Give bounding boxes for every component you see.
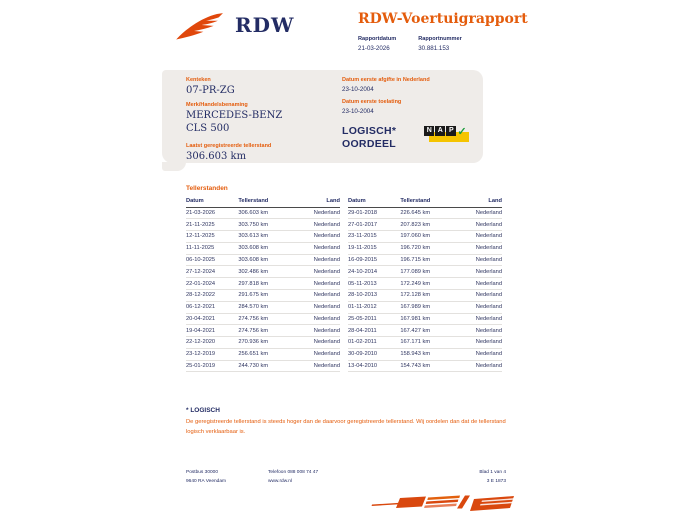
report-number-label: Rapportnummer [418,36,462,42]
datum-cell: 19-11-2015 [348,242,400,254]
table-row [348,348,502,360]
report-date-value: 21-03-2026 [358,45,390,52]
table-row [348,289,502,301]
land-cell: Nederland [294,301,340,313]
datum-cell: 19-04-2021 [186,325,238,337]
land-cell: Nederland [456,278,502,290]
footer-contact [268,470,479,487]
tellerstand-cell: 207.823 km [400,219,455,231]
land-cell: Nederland [294,242,340,254]
datum-cell: 22-01-2024 [186,278,238,290]
datum-cell: 25-01-2019 [186,360,238,372]
table-row [186,207,340,219]
datum-cell: 05-11-2013 [348,278,400,290]
tellerstand-cell: 244.730 km [238,360,293,372]
datum-cell: 22-12-2020 [186,337,238,349]
land-cell: Nederland [456,231,502,243]
footer-address-line1: Postbus 30000 [186,470,219,475]
column-header-tellerstand: Tellerstand [400,196,455,207]
tellerstand-cell: 303.613 km [238,231,293,243]
datum-cell: 28-10-2013 [348,289,400,301]
table-row [348,242,502,254]
footer-phone: Telefoon 088 008 74 47 [268,470,319,475]
tellerstand-cell: 303.608 km [238,254,293,266]
land-cell: Nederland [294,337,340,349]
column-header-land: Land [456,196,502,207]
column-header-land: Land [294,196,340,207]
report-date-block [358,36,396,52]
tellerstand-cell: 167.427 km [400,325,455,337]
summary-right-column [340,70,483,163]
model-value: CLS 500 [186,123,230,134]
tellerstand-cell: 303.608 km [238,242,293,254]
table-row [186,337,340,349]
oordeel-text: LOGISCH* OORDEEL [342,125,397,151]
tellerstand-cell: 284.570 km [238,301,293,313]
land-cell: Nederland [456,289,502,301]
table-row [348,325,502,337]
table-row [186,231,340,243]
tellerstand-cell: 172.249 km [400,278,455,290]
land-cell: Nederland [294,360,340,372]
datum-cell: 06-12-2021 [186,301,238,313]
land-cell: Nederland [294,278,340,290]
footer-page-info [479,470,506,487]
footer-address-line2: 9640 RA Veendam [186,478,227,484]
table-row [186,278,340,290]
report-title: RDW-Voertuigrapport [358,11,528,27]
tellerstand-cell: 196.715 km [400,254,455,266]
datum-cell: 01-11-2012 [348,301,400,313]
table-row [186,325,340,337]
report-date-label: Rapportdatum [358,36,397,42]
table-row [186,301,340,313]
table-row [186,266,340,278]
summary-left-column [162,70,340,163]
tellerstand-cell: 291.675 km [238,289,293,301]
datum-cell: 20-04-2021 [186,313,238,325]
report-number-value: 30.881.153 [418,45,450,52]
datum-cell: 28-04-2011 [348,325,400,337]
report-number-block [418,36,462,52]
footnote-title: * LOGISCH [186,407,220,414]
logisch-footnote [186,407,508,438]
tellerstanden-tables [186,196,502,372]
footer-website-link[interactable]: www.rdw.nl [268,478,292,484]
tellerstand-cell: 154.743 km [400,360,455,372]
land-cell: Nederland [456,348,502,360]
tellerstand-cell: 167.171 km [400,337,455,349]
laatste-tellerstand-value: 306.603 km [186,151,247,162]
land-cell: Nederland [456,219,502,231]
datum-cell: 21-11-2025 [186,219,238,231]
tellerstand-cell: 177.089 km [400,266,455,278]
tellerstanden-table-right [348,196,502,372]
report-meta [358,36,528,52]
tellerstand-cell: 197.060 km [400,231,455,243]
land-cell: Nederland [294,219,340,231]
datum-cell: 06-10-2025 [186,254,238,266]
tellerstand-cell: 297.818 km [238,278,293,290]
column-header-datum: Datum [186,196,238,207]
land-cell: Nederland [294,325,340,337]
datum-cell: 13-04-2010 [348,360,400,372]
tellerstand-cell: 167.981 km [400,313,455,325]
merk-value: MERCEDES-BENZ [186,110,283,121]
column-header-datum: Datum [348,196,400,207]
laatste-tellerstand-label: Laatst geregistreerde tellerstand [186,143,272,149]
rdw-logo-text: RDW [235,13,295,37]
table-row [186,219,340,231]
datum-cell: 23-12-2019 [186,348,238,360]
table-row [348,313,502,325]
land-cell: Nederland [456,254,502,266]
oordeel-block [342,125,483,151]
afgifte-label: Datum eerste afgifte in Nederland [342,77,430,83]
land-cell: Nederland [456,325,502,337]
rdw-swoosh-icon [174,8,226,42]
datum-cell: 01-02-2011 [348,337,400,349]
tellerstanden-title: Tellerstanden [186,185,228,192]
toelating-value: 23-10-2004 [342,108,374,115]
table-header-row [348,196,502,207]
tellerstand-cell: 172.128 km [400,289,455,301]
tellerstand-cell: 274.756 km [238,325,293,337]
nap-letter-n: N [424,126,434,136]
footnote-text: De geregistreerde tellerstand is steeds hoger dan de daarvoor geregistreerde tellerstand. Wij oordelen dan dat de tellerstand logisch verklaarbaar is. [186,419,506,436]
footer-form-code: 3 E 1873 [486,478,506,484]
nap-logo [424,126,470,143]
datum-cell: 29-01-2018 [348,207,400,219]
table-row [186,289,340,301]
land-cell: Nederland [456,242,502,254]
tellerstand-cell: 226.645 km [400,207,455,219]
tellerstand-cell: 270.936 km [238,337,293,349]
land-cell: Nederland [456,337,502,349]
table-row [348,278,502,290]
kenteken-label: Kenteken [186,77,211,83]
land-cell: Nederland [294,207,340,219]
speed-lines-graphic [370,491,522,512]
kenteken-value: 07-PR-ZG [186,85,235,96]
datum-cell: 12-11-2025 [186,231,238,243]
table-row [348,219,502,231]
tellerstand-cell: 303.750 km [238,219,293,231]
datum-cell: 28-12-2022 [186,289,238,301]
table-row [186,360,340,372]
report-header [358,11,528,52]
tellerstanden-table-left [186,196,340,372]
table-row [186,254,340,266]
table-header-row [186,196,340,207]
land-cell: Nederland [456,266,502,278]
datum-cell: 24-10-2014 [348,266,400,278]
datum-cell: 23-11-2015 [348,231,400,243]
merk-label: Merk/Handelsbenaming [186,102,248,108]
table-row [186,313,340,325]
datum-cell: 21-03-2026 [186,207,238,219]
nap-letter-a: A [435,126,445,136]
table-row [348,301,502,313]
table-row [186,348,340,360]
datum-cell: 30-09-2010 [348,348,400,360]
tellerstand-cell: 167.989 km [400,301,455,313]
table-row [348,337,502,349]
tellerstand-cell: 274.756 km [238,313,293,325]
tellerstand-cell: 302.486 km [238,266,293,278]
vehicle-summary-box [162,70,483,163]
land-cell: Nederland [456,313,502,325]
tellerstand-cell: 158.943 km [400,348,455,360]
datum-cell: 27-01-2017 [348,219,400,231]
tellerstand-cell: 256.651 km [238,348,293,360]
tellerstanden-section [186,185,502,372]
datum-cell: 16-09-2015 [348,254,400,266]
land-cell: Nederland [456,360,502,372]
land-cell: Nederland [294,289,340,301]
page-footer [186,470,506,487]
table-row [348,266,502,278]
datum-cell: 11-11-2025 [186,242,238,254]
footer-page-number: Blad 1 van 4 [479,470,506,475]
table-row [348,360,502,372]
land-cell: Nederland [294,313,340,325]
land-cell: Nederland [294,266,340,278]
afgifte-value: 23-10-2004 [342,86,374,93]
footer-address [186,470,268,487]
land-cell: Nederland [294,231,340,243]
table-row [348,207,502,219]
land-cell: Nederland [294,254,340,266]
tellerstand-cell: 196.720 km [400,242,455,254]
land-cell: Nederland [294,348,340,360]
toelating-label: Datum eerste toelating [342,99,402,105]
nap-letter-p: P [446,126,456,136]
nap-check-icon: ✓ [457,126,467,138]
land-cell: Nederland [456,207,502,219]
datum-cell: 25-05-2011 [348,313,400,325]
column-header-tellerstand: Tellerstand [238,196,293,207]
rdw-logo [174,8,294,42]
tellerstand-cell: 306.603 km [238,207,293,219]
table-row [186,242,340,254]
table-row [348,254,502,266]
table-row [348,231,502,243]
datum-cell: 27-12-2024 [186,266,238,278]
land-cell: Nederland [456,301,502,313]
